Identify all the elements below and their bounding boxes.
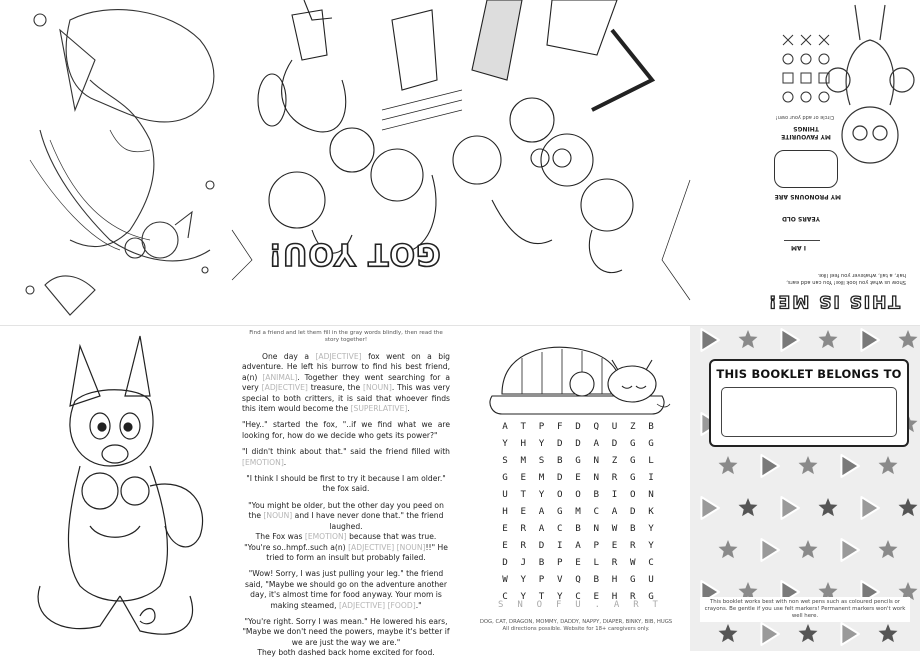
word-search-letter[interactable]: B xyxy=(629,523,636,534)
blank-adjective[interactable]: [ADJECTIVE] xyxy=(315,352,362,361)
favourite-hint: Circle or add your own! xyxy=(775,114,835,120)
blank-food[interactable]: [FOOD] xyxy=(387,600,416,610)
word-search-letter[interactable]: E xyxy=(611,540,618,551)
i-am-label: I AM xyxy=(791,244,806,251)
story-text: because that was true. xyxy=(346,532,437,542)
word-search-letter[interactable]: R xyxy=(629,591,636,602)
story-paragraph-2: "Hey.." started the fox, "..if we find what we are looking for, how do we decide who gets its power?" xyxy=(242,420,450,440)
word-search-letter[interactable]: Y xyxy=(538,489,545,500)
booklet-owner-title: THIS BOOKLET BELONGS TO xyxy=(716,367,902,381)
word-search-letter[interactable]: B xyxy=(593,489,600,500)
word-search-letter[interactable]: L xyxy=(648,455,654,466)
word-search-letter[interactable]: N xyxy=(593,472,600,483)
story-text: !!" He tried to form an insult but probably failed. xyxy=(266,542,448,562)
word-search-letter[interactable]: Y xyxy=(502,438,508,449)
this-is-me-panel xyxy=(690,0,920,325)
word-search-letter[interactable]: O xyxy=(629,489,636,500)
word-search-letter[interactable]: R xyxy=(611,557,618,568)
mad-libs-story xyxy=(232,326,460,658)
word-search-letter[interactable]: B xyxy=(556,455,563,466)
got-you-banner: GOT YOU! xyxy=(267,236,441,271)
word-search-row xyxy=(498,486,658,503)
story-text: "You might be older, but the other day you peed on the xyxy=(248,500,444,521)
word-search-grid[interactable] xyxy=(498,418,658,605)
word-search-letter[interactable]: L xyxy=(593,557,600,568)
footer-letter: T xyxy=(652,600,658,610)
word-search-letter[interactable]: Y xyxy=(520,591,527,602)
word-search-row xyxy=(498,520,658,537)
word-search-letter[interactable]: T xyxy=(538,591,545,602)
word-search-letter[interactable]: Z xyxy=(611,455,618,466)
word-search-letter[interactable]: F xyxy=(556,421,563,432)
word-search-letter[interactable]: I xyxy=(611,489,618,500)
story-intro: Find a friend and let them fill in the gray words blindly, then read the story together! xyxy=(249,330,443,343)
word-search-letter[interactable]: A xyxy=(575,540,581,551)
word-search-letter[interactable]: H xyxy=(502,506,508,517)
word-search-letter[interactable]: E xyxy=(575,472,581,483)
story-paragraph-5c xyxy=(242,543,450,564)
footer-letter: O xyxy=(536,600,543,610)
word-search-letter[interactable]: B xyxy=(538,557,545,568)
word-search-letter[interactable]: H xyxy=(520,438,527,449)
word-search-footer-letters xyxy=(498,600,658,610)
word-search-row xyxy=(498,435,658,452)
booklet-usage-note: This booklet works best with non wet pens such as coloured pencils or crayons. Be gentle if you use felt markers! Permanent markers won't work well here. xyxy=(700,597,910,622)
story-text: The Fox was xyxy=(255,532,305,542)
word-search-letter[interactable]: U xyxy=(648,574,654,585)
character-outline xyxy=(820,0,920,175)
favourite-label: MY FAVOURITE THINGS xyxy=(781,125,831,140)
word-search-letter[interactable]: Z xyxy=(629,421,636,432)
word-search-letter[interactable]: Y xyxy=(556,591,563,602)
footer-letter: S xyxy=(498,600,504,610)
word-search-letter[interactable]: G xyxy=(629,574,636,585)
word-search-letter[interactable]: S xyxy=(502,455,508,466)
word-search-note: All directions possible. Website for 18+ caregivers only. xyxy=(502,626,650,632)
this-is-me-title: THIS IS ME! xyxy=(766,291,900,311)
word-search-letter[interactable]: E xyxy=(520,472,527,483)
blank-noun[interactable]: [NOUN] xyxy=(363,383,392,393)
word-search-letter[interactable]: H xyxy=(611,574,618,585)
word-search-letter[interactable]: C xyxy=(502,591,508,602)
footer-letter: A xyxy=(613,600,620,610)
word-search-letter[interactable]: I xyxy=(648,472,654,483)
blank-superlative[interactable]: [SUPERLATIVE] xyxy=(350,404,408,414)
word-search-letter[interactable]: M xyxy=(538,472,545,483)
word-search-letter[interactable]: A xyxy=(538,506,545,517)
fold-line-horizontal xyxy=(0,325,920,326)
story-text: . This was very special to both critters, it is said that whoever finds this item would become the xyxy=(242,383,450,414)
word-search-letter[interactable]: P xyxy=(593,540,600,551)
word-search-letter[interactable]: A xyxy=(593,438,600,449)
footer-letter: F xyxy=(555,600,562,610)
word-search-letter[interactable]: P xyxy=(538,421,545,432)
word-search-row xyxy=(498,537,658,554)
word-search-letter[interactable]: U xyxy=(611,421,618,432)
word-search-letter[interactable]: D xyxy=(556,472,563,483)
word-search-letter[interactable]: O xyxy=(556,489,563,500)
this-is-me-instructions: Show us what you look like! You can add ears, hair, a tail, whatever you feel like. xyxy=(786,272,906,285)
word-search-letter[interactable]: E xyxy=(502,540,508,551)
word-search-letter[interactable]: G xyxy=(629,455,636,466)
story-text: and I have never done that." the friend laughed. xyxy=(292,511,444,531)
word-search-letter[interactable]: R xyxy=(520,523,527,534)
blank-adjective[interactable]: [ADJECTIVE] xyxy=(261,383,308,393)
story-text: fox went on a big adventure. He left his burrow to find his best friend, a(n) xyxy=(242,352,450,382)
mermaid-illustration xyxy=(0,0,232,325)
story-text: "I didn't think about that." said the friend filled with xyxy=(242,447,450,457)
word-search-letter[interactable]: A xyxy=(502,421,508,432)
years-old-label: YEARS OLD xyxy=(781,215,820,222)
story-paragraph-5 xyxy=(242,501,450,532)
word-search-letter[interactable]: D xyxy=(611,438,618,449)
blank-adjective[interactable]: [ADJECTIVE] xyxy=(348,542,395,552)
word-search-row xyxy=(498,554,658,571)
blank-adjective[interactable]: [ADJECTIVE] xyxy=(338,600,386,610)
word-search-letter[interactable]: E xyxy=(502,523,508,534)
pronouns-label: MY PRONOUNS ARE xyxy=(774,193,841,200)
story-text: ." xyxy=(415,600,422,610)
word-search-letter[interactable]: B xyxy=(575,523,581,534)
story-text: treasure, the xyxy=(307,383,363,393)
word-search-letter[interactable]: G xyxy=(629,472,636,483)
story-text: One day a xyxy=(262,352,316,361)
word-search-row xyxy=(498,503,658,520)
word-list: DOG, CAT, DRAGON, MOMMY, DADDY, NAPPY, DIAPER, BINKY, BIB, HUGS xyxy=(479,619,673,625)
word-search-letter[interactable]: Q xyxy=(575,574,581,585)
story-paragraph-4: "I think I should be first to try it because I am older." the fox said. xyxy=(246,474,446,494)
word-search-letter[interactable]: Y xyxy=(538,438,545,449)
word-search-letter[interactable]: D xyxy=(538,540,545,551)
word-search-letter[interactable]: G xyxy=(648,438,654,449)
footer-letter: R xyxy=(633,600,639,610)
blank-emotion[interactable]: [EMOTION] xyxy=(304,532,347,542)
word-search-letter[interactable]: O xyxy=(575,489,581,500)
word-search-letter[interactable]: S xyxy=(538,455,545,466)
story-paragraph-5b xyxy=(242,532,450,542)
word-search-letter[interactable]: W xyxy=(502,574,508,585)
word-search-letter[interactable]: Y xyxy=(648,540,654,551)
got-you-illustration xyxy=(232,0,690,325)
footer-letter: U xyxy=(575,600,581,610)
word-search-letter[interactable]: E xyxy=(593,591,600,602)
word-search-letter[interactable]: B xyxy=(593,574,600,585)
word-search-letter[interactable]: C xyxy=(556,523,563,534)
word-search-letter[interactable]: N xyxy=(648,489,654,500)
footer-letter: . xyxy=(594,600,600,610)
footer-letter: N xyxy=(517,600,523,610)
word-search-letter[interactable]: G xyxy=(502,472,508,483)
word-search-legend xyxy=(470,619,682,633)
word-search-letter[interactable]: W xyxy=(629,557,636,568)
story-text: "Wow! Sorry, I was just pulling your leg." the friend said, "Maybe we should go on the adventure another day, it's almost time for food anyway. Your mom is making steamed, xyxy=(245,569,447,610)
blank-animal[interactable]: [ANIMAL] xyxy=(262,372,298,382)
word-search-letter[interactable]: Q xyxy=(593,421,600,432)
word-search-letter[interactable]: M xyxy=(520,455,527,466)
word-search-letter[interactable]: C xyxy=(648,557,654,568)
word-search-letter[interactable]: R xyxy=(629,540,636,551)
word-search-letter[interactable]: D xyxy=(629,506,636,517)
story-paragraph-7: "You're right. Sorry I was mean." He lowered his ears, "Maybe we don't need the powers, maybe it's better if we are just the way we are." xyxy=(242,616,450,647)
word-search-letter[interactable]: Y xyxy=(520,574,527,585)
story-text: . Together they went searching for a very xyxy=(242,372,450,393)
owner-name-field[interactable] xyxy=(721,387,897,437)
word-search-letter[interactable]: T xyxy=(520,421,527,432)
word-search-letter[interactable]: K xyxy=(648,506,654,517)
word-search-letter[interactable]: R xyxy=(520,540,527,551)
booklet-owner-box xyxy=(709,359,909,447)
word-search-letter[interactable]: I xyxy=(556,540,563,551)
word-search-row xyxy=(498,469,658,486)
word-search-letter[interactable]: V xyxy=(556,574,563,585)
sleeping-critters-illustration xyxy=(482,334,672,416)
word-search-row xyxy=(498,418,658,435)
blank-emotion[interactable]: [EMOTION] xyxy=(242,457,284,467)
word-search-letter[interactable]: C xyxy=(593,506,600,517)
story-paragraph-3 xyxy=(242,447,450,468)
word-search-letter[interactable]: R xyxy=(611,472,618,483)
story-paragraph-6 xyxy=(242,569,450,611)
word-search-letter[interactable]: E xyxy=(575,557,581,568)
story-paragraph-1 xyxy=(242,352,450,414)
word-search-letter[interactable]: N xyxy=(593,523,600,534)
story-text: . xyxy=(283,457,287,467)
word-search-letter[interactable]: J xyxy=(520,557,527,568)
word-search-letter[interactable]: D xyxy=(502,557,508,568)
word-search-row xyxy=(498,571,658,588)
word-search-letter[interactable]: B xyxy=(648,421,654,432)
word-search-letter[interactable]: G xyxy=(648,591,654,602)
word-search-letter[interactable]: P xyxy=(556,557,563,568)
age-blank[interactable] xyxy=(784,240,820,241)
story-text: . xyxy=(407,404,410,414)
word-search-row xyxy=(498,452,658,469)
word-search-letter[interactable]: A xyxy=(611,506,618,517)
fox-illustration xyxy=(0,326,232,651)
word-search-letter[interactable]: D xyxy=(575,421,581,432)
blank-noun[interactable]: [NOUN] xyxy=(396,542,426,552)
word-search-letter[interactable]: A xyxy=(538,523,545,534)
word-search-letter[interactable]: H xyxy=(611,591,618,602)
word-search-letter[interactable]: T xyxy=(520,489,527,500)
word-search-letter[interactable]: D xyxy=(556,438,563,449)
word-search-letter[interactable]: W xyxy=(611,523,618,534)
word-search-letter[interactable]: E xyxy=(520,506,527,517)
word-search-letter[interactable]: M xyxy=(575,506,581,517)
blank-noun[interactable]: [NOUN] xyxy=(263,511,293,521)
story-text: "You're so..hmpf..such a(n) xyxy=(244,542,349,552)
word-search-letter[interactable]: U xyxy=(502,489,508,500)
word-search-letter[interactable]: Y xyxy=(648,523,654,534)
word-search-letter[interactable]: G xyxy=(575,455,581,466)
word-search-letter[interactable]: N xyxy=(593,455,600,466)
word-search-letter[interactable]: G xyxy=(629,438,636,449)
story-paragraph-8: They both dashed back home excited for food. xyxy=(257,648,435,658)
word-search-letter[interactable]: C xyxy=(575,591,581,602)
word-search-letter[interactable]: G xyxy=(556,506,563,517)
word-search-letter[interactable]: D xyxy=(575,438,581,449)
word-search-letter[interactable]: P xyxy=(538,574,545,585)
